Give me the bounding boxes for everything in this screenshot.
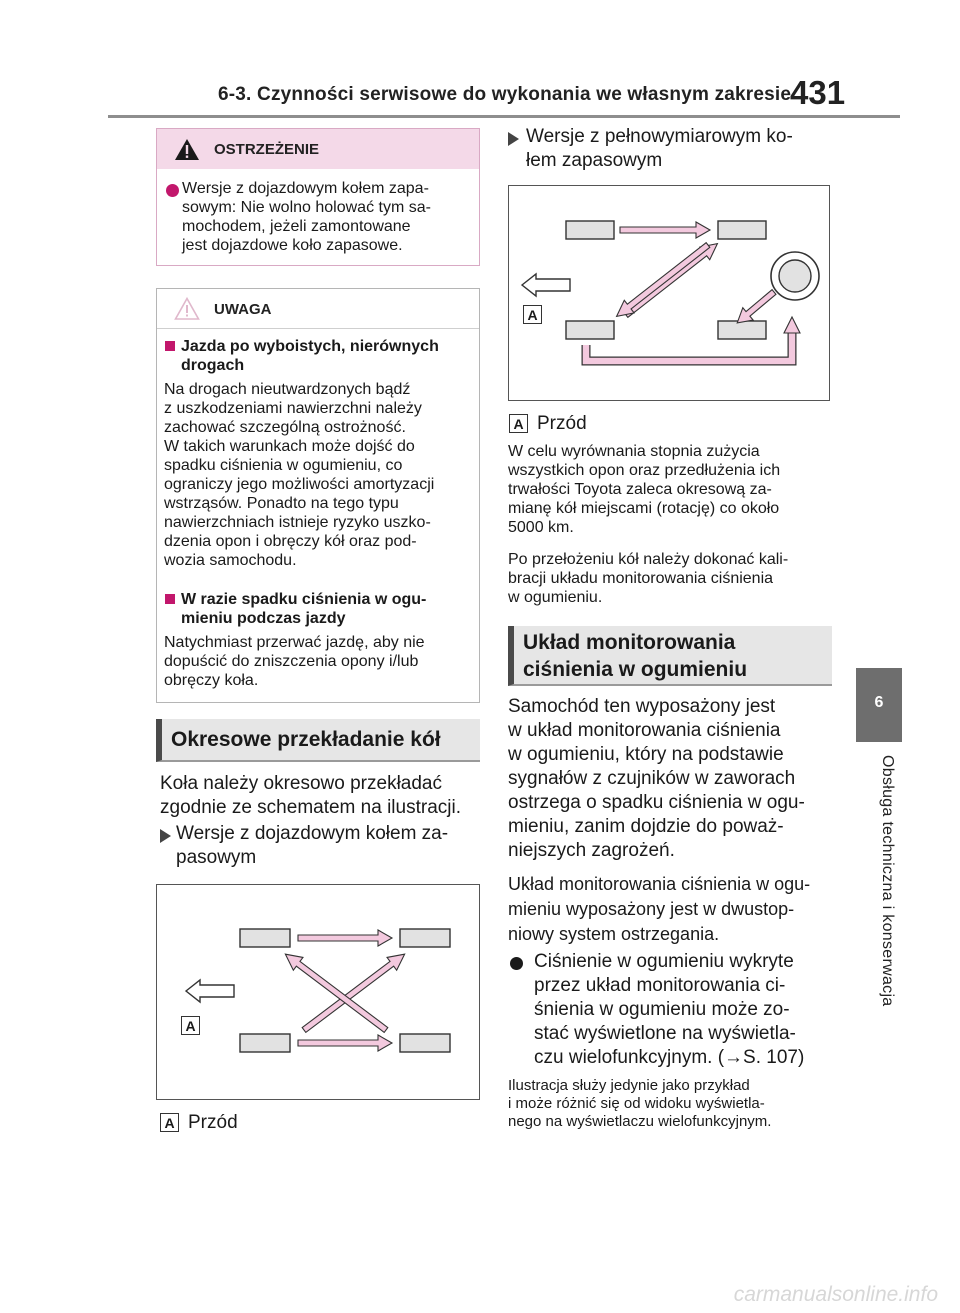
- tire-front-right: [400, 929, 450, 947]
- notice-header: [157, 289, 479, 329]
- section-heading-tpms: Układ monitorowania ciśnienia w ogumieniu: [508, 626, 832, 686]
- rotation-intro: Koła należy okresowo przekładać zgodnie ze schematem na ilustracji.: [160, 773, 461, 818]
- notice-paragraph-1: Na drogach nieutwardzonych bądź z uszkodzeniami nawierzchni należy zachować szczególną ostrożność. W takich warunkach może dojść do spadku ciśnienia w ogumieniu, co ograniczy jego możliwości amortyzacji wstrząsów. Ponadto na tego typu nawierzchniach istnieje ryzyko uszko- dzenia opon i obręczy kół oraz pod- wozia samochodu.: [164, 381, 435, 569]
- tire-front-left: [566, 221, 614, 239]
- rotation-arrow: [298, 1035, 392, 1051]
- warning-heading: OSTRZEŻENIE: [214, 141, 320, 158]
- caution-triangle-icon: [174, 297, 200, 320]
- arrow-bullet-icon: [160, 829, 171, 843]
- tpms-warning-system: Układ monitorowania ciśnienia w ogu- mieniu wyposażony jest w dwustop- niowy system ostrzegania.: [508, 874, 811, 944]
- watermark: carmanualsonline.info: [733, 1283, 938, 1306]
- legend-front: Przód: [188, 1112, 238, 1133]
- chapter-tab-label: Obsługa techniczna i konserwacja: [879, 755, 896, 1007]
- warning-text: Wersje z dojazdowym kołem zapa- sowym: Nie wolno holować tym sa- mochodem, jeżeli zamontowane jest dojazdowe koło zapasowe.: [182, 180, 431, 254]
- page-number: 431: [790, 74, 846, 111]
- arrow-bullet-icon: [508, 132, 519, 146]
- square-bullet-icon: [165, 341, 175, 351]
- diagram-label-a: A: [523, 305, 542, 324]
- bullet-dot-icon: [510, 957, 523, 970]
- full-size-spare-label: Wersje z pełnowymiarowym ko- łem zapasowym: [526, 126, 793, 171]
- tire-rear-right: [718, 321, 766, 339]
- rotation-arrow: [298, 930, 392, 946]
- section-heading-rotation: Okresowe przekładanie kół: [156, 719, 480, 762]
- warning-triangle-icon: [174, 138, 200, 161]
- tire-front-right: [718, 221, 766, 239]
- compact-spare-label: Wersje z dojazdowym kołem za- pasowym: [176, 823, 449, 868]
- legend-label-a: A: [509, 414, 528, 433]
- notice-subheading-1: Jazda po wyboistych, nierównych drogach: [181, 338, 439, 374]
- diagram-label-a: A: [181, 1016, 200, 1035]
- legend-label-a: A: [160, 1113, 179, 1132]
- notice-heading: UWAGA: [214, 301, 272, 318]
- tire-rear-left: [240, 1034, 290, 1052]
- calibration-note: Po przełożeniu kół należy dokonać kali- bracji układu monitorowania ciśnienia w ogumieniu.: [508, 551, 789, 606]
- tire-rear-left: [566, 321, 614, 339]
- bullet-dot-icon: [166, 184, 179, 197]
- tpms-intro: Samochód ten wyposażony jest w układ monitorowania ciśnienia w ogumieniu, który na podstawie sygnałów z czujników w zaworach ostrzega o spadku ciśnienia w ogu- mieniu, zanim dojdzie do poważ- niejszych zagrożeń.: [508, 696, 805, 861]
- rotation-diagram-full-spare-art: [508, 185, 830, 401]
- header-divider: [108, 115, 900, 118]
- tire-rear-right: [400, 1034, 450, 1052]
- front-direction-arrow: [186, 980, 234, 1002]
- tire-front-left: [240, 929, 290, 947]
- illustration-note: Ilustracja służy jedynie jako przykład i może różnić się od widoku wyświetla- nego na wyświetlaczu wielofunkcyjnym.: [508, 1077, 772, 1130]
- tpms-display-bullet: Ciśnienie w ogumieniu wykryte przez układ monitorowania ci- śnienia w ogumieniu może zo- stać wyświetlone na wyświetla- czu wielofunkcyjnym. (→S. 107): [534, 951, 805, 1068]
- rotation-recommendation: W celu wyrównania stopnia zużycia wszystkich opon oraz przedłużenia ich trwałości Toyota zaleca okresową za- mianę kół miejscami (rotację) co około 5000 km.: [508, 443, 781, 536]
- front-direction-arrow: [522, 274, 570, 296]
- notice-subheading-2: W razie spadku ciśnienia w ogu- mieniu podczas jazdy: [181, 591, 427, 627]
- chapter-tab: 6: [856, 668, 902, 742]
- legend-front: Przód: [537, 413, 587, 434]
- square-bullet-icon: [165, 594, 175, 604]
- chapter-title: 6-3. Czynności serwisowe do wykonania we własnym zakresie: [218, 84, 792, 105]
- notice-paragraph-2: Natychmiast przerwać jazdę, aby nie dopuścić do zniszczenia opony i/lub obręczy koła.: [164, 634, 425, 689]
- rotation-arrow: [620, 222, 710, 238]
- rotation-diagram-compact-spare-art: [156, 884, 480, 1100]
